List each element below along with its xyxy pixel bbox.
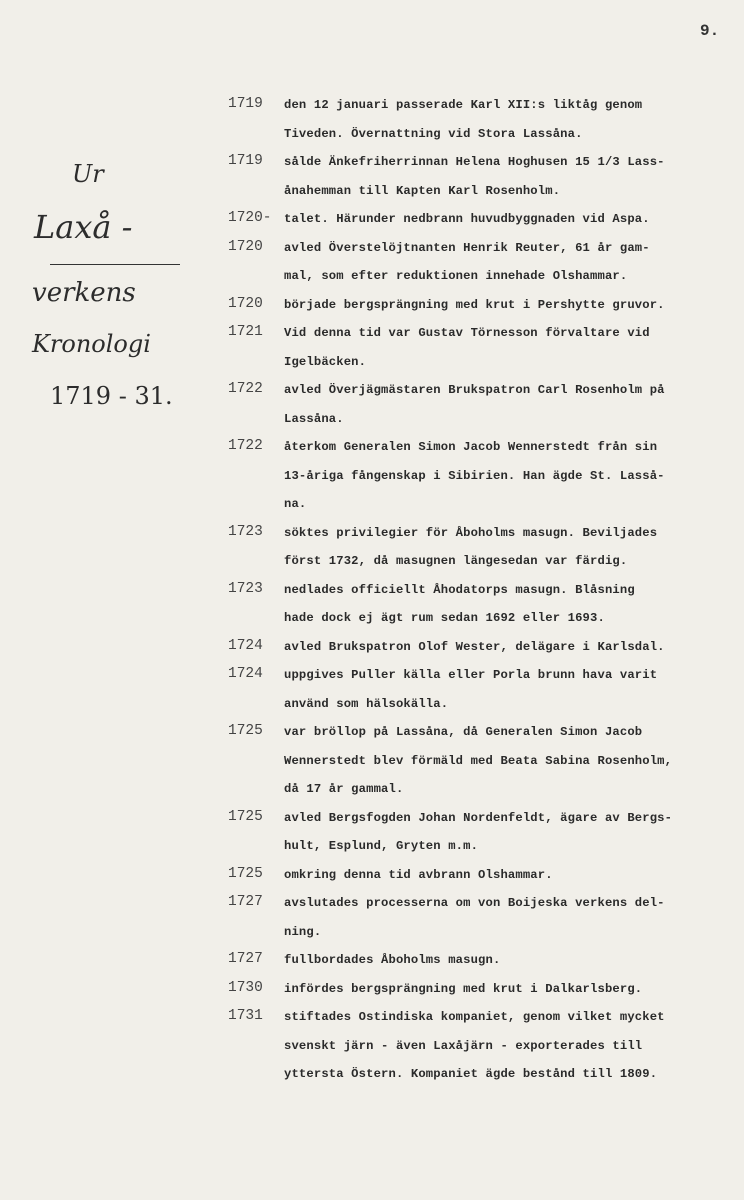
- entry-year: 1719: [228, 153, 263, 169]
- entry-text: [284, 153, 724, 210]
- entry-text-line: hult, Esplund, Gryten m.m.: [284, 839, 479, 853]
- side-note-underline: [50, 264, 180, 265]
- entry-text-line: Wennerstedt blev förmäld med Beata Sabina Rosenholm,: [284, 753, 673, 768]
- side-note-line-1: Ur: [72, 160, 104, 188]
- entry-text: [284, 1008, 724, 1094]
- entry-text: [284, 438, 724, 524]
- entry-text-line: avled Överjägmästaren Brukspatron Carl Rosenholm på: [284, 383, 665, 397]
- entry-year: 1723: [228, 580, 263, 597]
- entry-text-line: söktes privilegier för Åboholms masugn. Beviljades: [284, 525, 658, 540]
- page-number: 9.: [700, 22, 720, 40]
- entry-text-line: avslutades processerna om von Boijeska verkens del-: [284, 896, 665, 910]
- entry-text-line: omkring denna tid avbrann Olshammar.: [284, 867, 553, 882]
- entry-text-line: avled Överstelöjtnanten Henrik Reuter, 61 år gam-: [284, 240, 650, 255]
- entry-text-line: nedlades officiellt Åhodatorps masugn. Blåsning: [284, 582, 635, 597]
- side-note-line-3: verkens: [32, 278, 136, 308]
- entry-year: 1720: [228, 238, 263, 255]
- entry-text-line: Igelbäcken.: [284, 354, 367, 369]
- side-note-line-2: Laxå -: [34, 208, 133, 246]
- entry-text: [284, 980, 724, 1009]
- entry-text-line: Lassåna.: [284, 411, 344, 426]
- entry-year: 1725: [228, 723, 263, 739]
- entry-text: [284, 638, 724, 667]
- entry-text-line: svenskt järn - även Laxåjärn - exporterades till: [284, 1038, 643, 1053]
- side-note-line-5: 1719 - 31.: [50, 382, 173, 410]
- entry-text: [284, 866, 724, 895]
- entry-year: 1722: [228, 438, 263, 454]
- entry-text-line: återkom Generalen Simon Jacob Wennerstedt från sin: [284, 440, 658, 454]
- entry-text-line: hade dock ej ägt rum sedan 1692 eller 1693.: [284, 611, 605, 625]
- entry-year: 1724: [228, 666, 263, 682]
- entry-text-line: talet. Härunder nedbrann huvudbyggnaden vid Aspa.: [284, 212, 650, 226]
- entry-year: 1727: [228, 951, 263, 967]
- entry-text-line: avled Brukspatron Olof Wester, delägare i Karlsdal.: [284, 639, 665, 654]
- entry-year: 1725: [228, 865, 263, 882]
- entry-year: 1725: [228, 808, 263, 825]
- entry-text-line: 13-åriga fångenskap i Sibirien. Han ägde St. Lasså-: [284, 468, 665, 483]
- entry-text: [284, 324, 724, 381]
- entry-text-line: var bröllop på Lassåna, då Generalen Simon Jacob: [284, 725, 643, 739]
- entry-text-line: först 1732, då masugnen längesedan var färdig.: [284, 554, 628, 568]
- side-note-line-4: Kronologi: [32, 330, 151, 358]
- entry-text: [284, 296, 724, 325]
- entry-text-line: stiftades Ostindiska kompaniet, genom vilket mycket: [284, 1010, 665, 1024]
- entry-text: [284, 581, 724, 638]
- entry-year: 1721: [228, 324, 263, 340]
- entry-text: [284, 809, 724, 866]
- entry-text: [284, 239, 724, 296]
- entry-year: 1727: [228, 894, 263, 910]
- entry-text: [284, 210, 724, 239]
- entry-year: 1720-: [228, 210, 272, 226]
- entry-text: [284, 951, 724, 980]
- entry-text-line: Tiveden. Övernattning vid Stora Lassåna.: [284, 126, 583, 141]
- entry-text-line: Vid denna tid var Gustav Törnesson förvaltare vid: [284, 326, 650, 340]
- entry-text: [284, 381, 724, 438]
- entry-year: 1722: [228, 381, 263, 397]
- entry-text-line: na.: [284, 497, 307, 511]
- entry-text: [284, 524, 724, 581]
- entry-text: [284, 723, 724, 809]
- entry-year: 1724: [228, 637, 263, 654]
- entry-text-line: använd som hälsokälla.: [284, 696, 449, 711]
- entry-text-line: avled Bergsfogden Johan Nordenfeldt, ägare av Bergs-: [284, 810, 673, 825]
- entry-text-line: ånahemman till Kapten Karl Rosenholm.: [284, 183, 561, 198]
- entry-text-line: sålde Änkefriherrinnan Helena Hoghusen 15 1/3 Lass-: [284, 155, 665, 169]
- entry-text-line: ning.: [284, 924, 322, 939]
- entry-year: 1720: [228, 295, 263, 312]
- entry-text-line: fullbordades Åboholms masugn.: [284, 953, 501, 967]
- entry-text-line: mal, som efter reduktionen innehade Olshammar.: [284, 269, 628, 283]
- entry-text: [284, 894, 724, 951]
- entry-text: [284, 666, 724, 723]
- entry-year: 1719: [228, 96, 263, 112]
- entry-text-line: då 17 år gammal.: [284, 782, 404, 796]
- entry-text-line: uppgives Puller källa eller Porla brunn hava varit: [284, 668, 658, 682]
- entry-text-line: infördes bergsprängning med krut i Dalkarlsberg.: [284, 981, 643, 996]
- entry-year: 1730: [228, 979, 263, 996]
- entry-text-line: började bergsprängning med krut i Pershytte gruvor.: [284, 297, 665, 312]
- entry-text: [284, 96, 724, 153]
- entry-text-line: yttersta Östern. Kompaniet ägde bestånd till 1809.: [284, 1067, 658, 1081]
- entry-year: 1731: [228, 1008, 263, 1024]
- entry-text-line: den 12 januari passerade Karl XII:s liktåg genom: [284, 98, 643, 112]
- entry-year: 1723: [228, 523, 263, 540]
